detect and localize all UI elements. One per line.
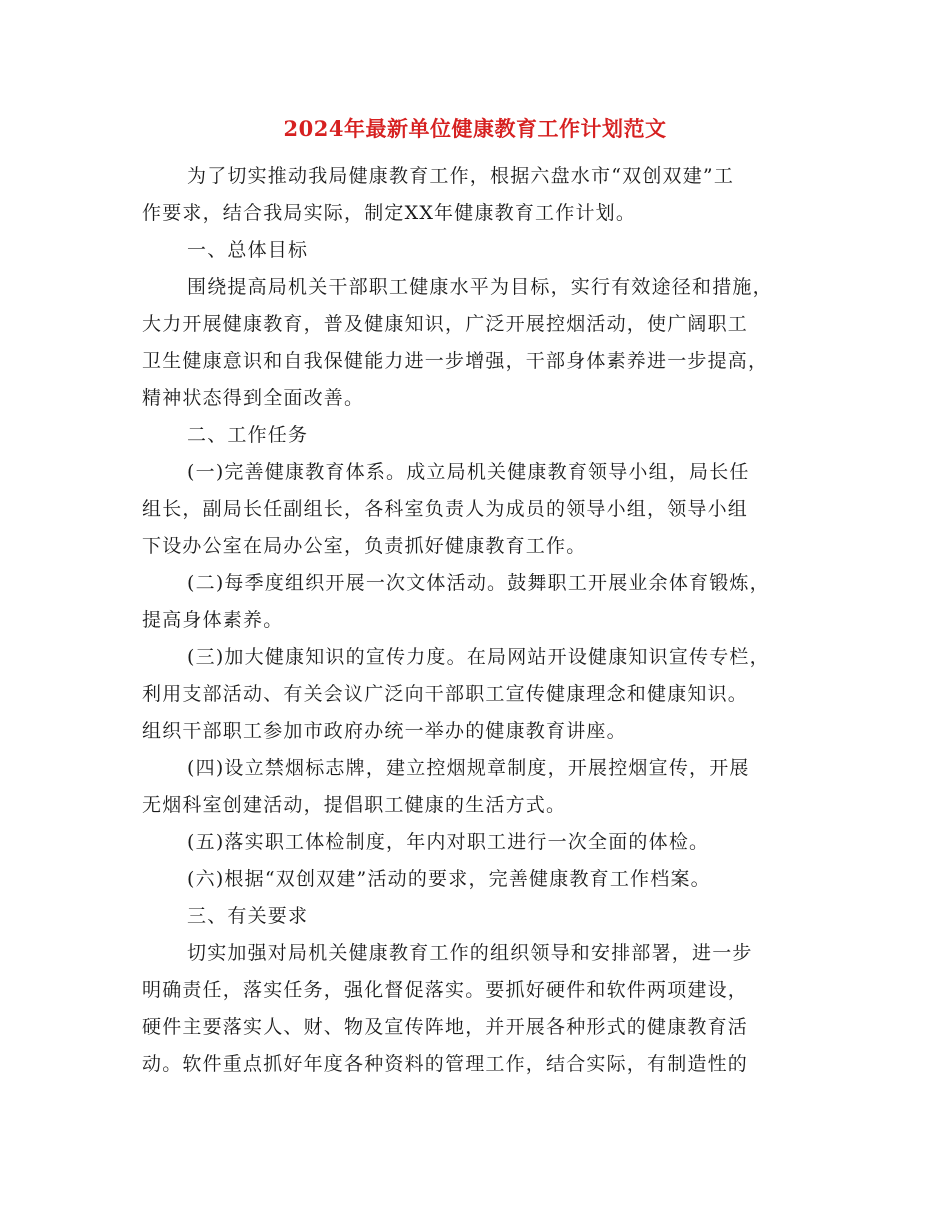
paragraph-line: 提高身体素养。 bbox=[142, 609, 284, 631]
paragraph-line: 大力开展健康教育，普及健康知识，广泛开展控烟活动，使广阔职工 bbox=[142, 313, 749, 335]
paragraph-line: (六)根据“双创双建”活动的要求，完善健康教育工作档案。 bbox=[187, 868, 711, 890]
paragraph-line: 动。软件重点抓好年度各种资料的管理工作，结合实际，有制造性的 bbox=[142, 1053, 749, 1075]
section-heading: 三、有关要求 bbox=[187, 905, 309, 927]
paragraph-line: 卫生健康意识和自我保健能力进一步增强，干部身体素养进一步提高， bbox=[142, 350, 769, 372]
section-heading: 二、工作任务 bbox=[187, 424, 309, 446]
paragraph-line: 明确责任，落实任务，强化督促落实。要抓好硬件和软件两项建设， bbox=[142, 979, 749, 1001]
paragraph-line: 为了切实推动我局健康教育工作，根据六盘水市“双创双建”工 bbox=[187, 165, 735, 187]
paragraph-line: 精神状态得到全面改善。 bbox=[142, 387, 365, 409]
paragraph-line: 切实加强对局机关健康教育工作的组织领导和安排部署，进一步 bbox=[187, 942, 753, 964]
paragraph-line: 组长，副局长任副组长，各科室负责人为成员的领导小组，领导小组 bbox=[142, 498, 749, 520]
document-title: 2024年最新单位健康教育工作计划范文 bbox=[283, 116, 667, 141]
paragraph-line: 下设办公室在局办公室，负责抓好健康教育工作。 bbox=[142, 535, 587, 557]
document-body bbox=[142, 158, 812, 1083]
paragraph-line: (一)完善健康教育体系。成立局机关健康教育领导小组，局长任 bbox=[187, 461, 750, 483]
paragraph-line: 利用支部活动、有关会议广泛向干部职工宣传健康理念和健康知识。 bbox=[142, 683, 749, 705]
paragraph-line: 组织干部职工参加市政府办统一举办的健康教育讲座。 bbox=[142, 720, 627, 742]
paragraph-line: 作要求，结合我局实际，制定XX年健康教育工作计划。 bbox=[142, 202, 637, 224]
paragraph-line: 无烟科室创建活动，提倡职工健康的生活方式。 bbox=[142, 794, 567, 816]
section-heading: 一、总体目标 bbox=[187, 239, 309, 261]
paragraph-line: (二)每季度组织开展一次文体活动。鼓舞职工开展业余体育锻炼， bbox=[187, 572, 770, 594]
paragraph-line: (五)落实职工体检制度，年内对职工进行一次全面的体检。 bbox=[187, 831, 710, 853]
paragraph-line: (三)加大健康知识的宣传力度。在局网站开设健康知识宣传专栏， bbox=[187, 646, 770, 668]
paragraph-line: 硬件主要落实人、财、物及宣传阵地，并开展各种形式的健康教育活 bbox=[142, 1016, 749, 1038]
paragraph-line: (四)设立禁烟标志牌，建立控烟规章制度，开展控烟宣传，开展 bbox=[187, 757, 750, 779]
paragraph-line: 围绕提高局机关干部职工健康水平为目标，实行有效途径和措施， bbox=[187, 276, 773, 298]
